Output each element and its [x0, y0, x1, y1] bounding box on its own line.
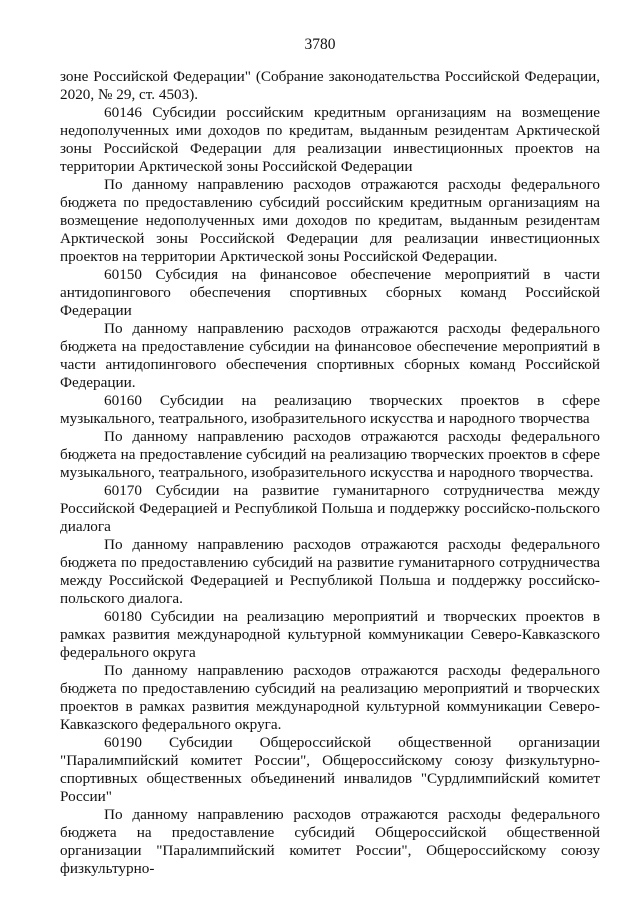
paragraph: 60160 Субсидии на реализацию творческих проектов в сфере музыкального, театрального, изобразительного искусства и народного творчества: [60, 392, 600, 427]
document-body: [60, 68, 600, 878]
page-number: 3780: [304, 36, 336, 53]
paragraph: По данному направлению расходов отражаются расходы федерального бюджета по предоставлению субсидий на развитие гуманитарного сотрудничества между Российской Федерацией и Республикой Польша и поддержку российско-польского диалога.: [60, 536, 600, 607]
paragraph: По данному направлению расходов отражаются расходы федерального бюджета на предоставление субсидий Общероссийской общественной организации "Паралимпийский комитет России", Общероссийскому союзу физкультурно-: [60, 806, 600, 877]
paragraph: По данному направлению расходов отражаются расходы федерального бюджета по предоставлению субсидий на реализацию мероприятий и творческих проектов в рамках развития международной культурной коммуникации Северо-Кавказского федерального округа.: [60, 662, 600, 733]
paragraph: По данному направлению расходов отражаются расходы федерального бюджета по предоставлению субсидий российским кредитным организациям на возмещение недополученных ими доходов по кредитам, выданным резидентам Арктической зоны Российской Федерации для реализации инвестиционных проектов на территории Арктической зоны Российской Федерации.: [60, 176, 600, 265]
paragraph: По данному направлению расходов отражаются расходы федерального бюджета на предоставление субсидий на реализацию творческих проектов в сфере музыкального, театрального, изобразительного искусства и народного творчества.: [60, 428, 600, 481]
paragraph: 60190 Субсидии Общероссийской общественной организации "Паралимпийский комитет России", Общероссийскому союзу физкультурно-спортивных общественных объединений инвалидов "Сурдлимпийский комитет России": [60, 734, 600, 805]
paragraph: По данному направлению расходов отражаются расходы федерального бюджета на предоставление субсидии на финансовое обеспечение мероприятий в части антидопингового обеспечения спортивных сборных команд Российской Федерации.: [60, 320, 600, 391]
paragraph: 60146 Субсидии российским кредитным организациям на возмещение недополученных ими доходов по кредитам, выданным резидентам Арктической зоны Российской Федерации для реализации инвестиционных проектов на территории Арктической зоны Российской Федерации: [60, 104, 600, 175]
paragraph: 60150 Субсидия на финансовое обеспечение мероприятий в части антидопингового обеспечения спортивных сборных команд Российской Федерации: [60, 266, 600, 319]
paragraph: 60170 Субсидии на развитие гуманитарного сотрудничества между Российской Федерацией и Республикой Польша и поддержку российско-польского диалога: [60, 482, 600, 535]
paragraph: зоне Российской Федерации" (Собрание законодательства Российской Федерации, 2020, № 29, ст. 4503).: [60, 68, 600, 103]
paragraph: 60180 Субсидии на реализацию мероприятий и творческих проектов в рамках развития международной культурной коммуникации Северо-Кавказского федерального округа: [60, 608, 600, 661]
